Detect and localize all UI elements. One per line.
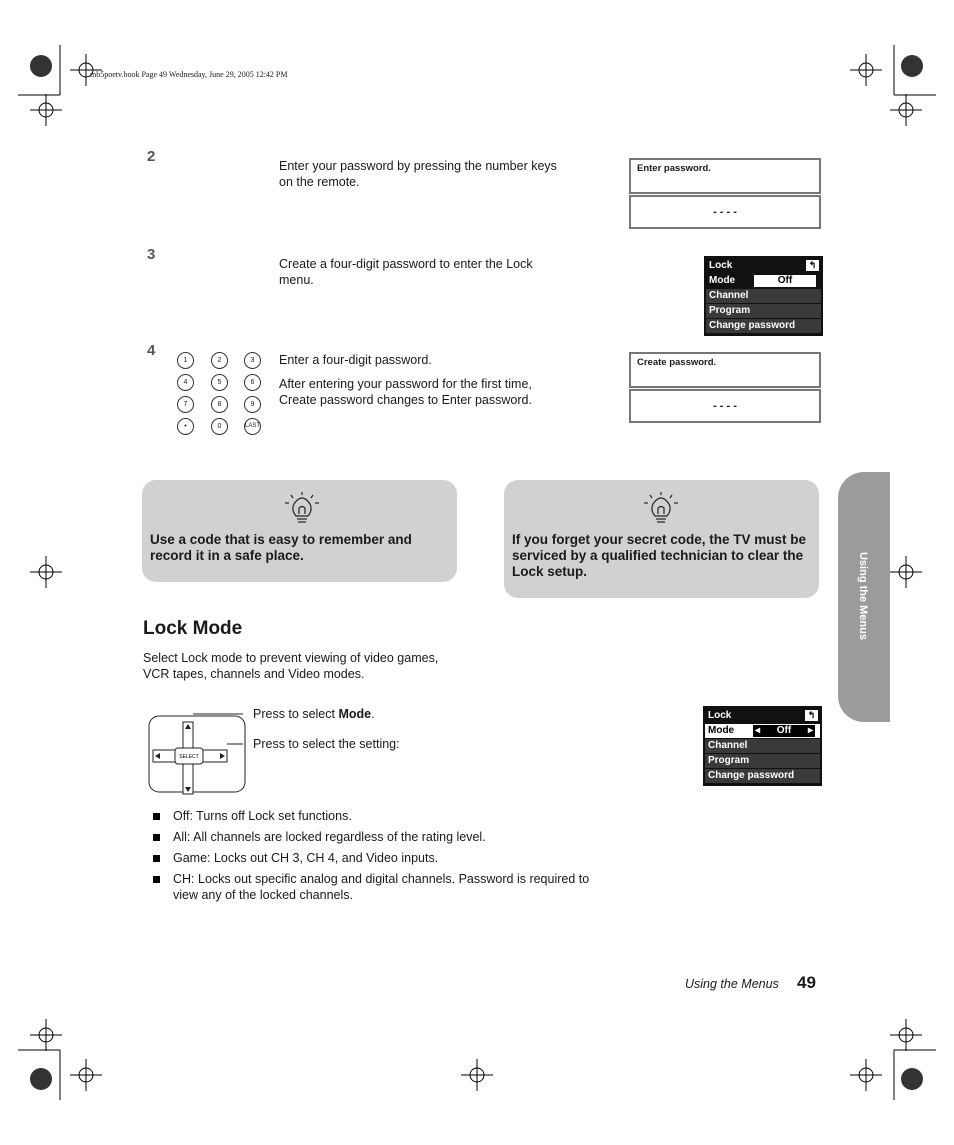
page-number: 49 xyxy=(797,973,816,992)
keypad-key[interactable]: 8 xyxy=(211,396,228,413)
keypad-key[interactable]: 3 xyxy=(244,352,261,369)
tip-text: Use a code that is easy to remember and record it in a safe place. xyxy=(150,532,412,563)
menu-item-channel[interactable]: Channel xyxy=(706,289,821,303)
box-label: Create password. xyxy=(637,357,717,368)
menu-title: Lock ↰ xyxy=(705,709,820,723)
list-item: All: All channels are locked regardless of the rating level. xyxy=(153,829,608,845)
tip-text: If you forget your secret code, the TV must be serviced by a qualified technician to clear the Lock setup. xyxy=(512,532,807,579)
keypad-key[interactable]: 2 xyxy=(211,352,228,369)
select-label: SELECT xyxy=(179,754,199,760)
side-tab-label: Using the Menus xyxy=(857,551,869,640)
right-arrow-icon[interactable]: ▸ xyxy=(807,725,813,736)
menu-mode[interactable]: Mode Off xyxy=(706,274,821,288)
menu-title: Lock ↰ xyxy=(706,259,821,273)
back-icon[interactable]: ↰ xyxy=(806,260,819,271)
mode-value: ◂ Off ▸ xyxy=(755,725,813,736)
menu-item-change-password[interactable]: Change password xyxy=(705,769,820,783)
menu-item-program[interactable]: Program xyxy=(706,304,821,318)
step-number: 4 xyxy=(147,342,156,359)
create-password-box xyxy=(629,352,821,388)
keypad-key[interactable]: 4 xyxy=(177,374,194,391)
keypad-key[interactable]: 0 xyxy=(211,418,228,435)
keypad-key[interactable]: 6 xyxy=(244,374,261,391)
footer-section: Using the Menus xyxy=(685,977,779,991)
keypad-key[interactable]: 5 xyxy=(211,374,228,391)
section-intro: Select Lock mode to prevent viewing of video games, VCR tapes, channels and Video modes. xyxy=(143,651,439,681)
keypad-key[interactable]: 9 xyxy=(244,396,261,413)
file-info-header: mb5poetv.book Page 49 Wednesday, June 29, 2005 12:42 PM xyxy=(90,70,288,79)
keypad-key[interactable]: • xyxy=(177,418,194,435)
section-side-tab xyxy=(838,472,890,722)
step-text: Create a four-digit password to enter the Lock menu. xyxy=(279,257,533,287)
enter-password-box xyxy=(629,158,821,194)
box-label: Enter password. xyxy=(637,163,711,174)
step-text: Enter a four-digit password. xyxy=(279,353,432,367)
list-item: CH: Locks out specific analog and digital channels. Password is required to view any of the locked channels. xyxy=(153,871,608,903)
step-text: After entering your password for the first time, Create password changes to Enter password. xyxy=(279,377,532,407)
step-text: Enter your password by pressing the number keys on the remote. xyxy=(279,159,557,189)
tip-box xyxy=(504,480,819,598)
lock-menu xyxy=(704,256,823,336)
press-setting-instruction: Press to select the setting: xyxy=(253,737,400,751)
keypad-key[interactable]: LAST xyxy=(244,418,261,435)
keypad-key[interactable]: 1 xyxy=(177,352,194,369)
mode-value: Off xyxy=(754,275,816,287)
back-icon[interactable]: ↰ xyxy=(805,710,818,721)
menu-item-program[interactable]: Program xyxy=(705,754,820,768)
remote-dpad-icon xyxy=(145,712,255,796)
lightbulb-icon xyxy=(285,492,319,524)
password-value: - - - - xyxy=(629,195,821,229)
list-item: Off: Turns off Lock set functions. xyxy=(153,808,608,824)
menu-item-change-password[interactable]: Change password xyxy=(706,319,821,333)
section-title: Lock Mode xyxy=(143,618,243,639)
password-value: - - - - xyxy=(629,389,821,423)
step-number: 3 xyxy=(147,246,156,263)
menu-mode[interactable]: Mode ◂ Off ▸ xyxy=(705,724,820,738)
lightbulb-icon xyxy=(644,492,678,524)
list-item: Game: Locks out CH 3, CH 4, and Video inputs. xyxy=(153,850,608,866)
tip-box xyxy=(142,480,457,582)
lock-menu xyxy=(703,706,822,786)
keypad-key[interactable]: 7 xyxy=(177,396,194,413)
left-arrow-icon[interactable]: ◂ xyxy=(755,725,761,736)
option-list xyxy=(153,808,608,908)
menu-item-channel[interactable]: Channel xyxy=(705,739,820,753)
step-number: 2 xyxy=(147,148,156,165)
press-mode-instruction: Press to select Mode. xyxy=(253,707,375,721)
